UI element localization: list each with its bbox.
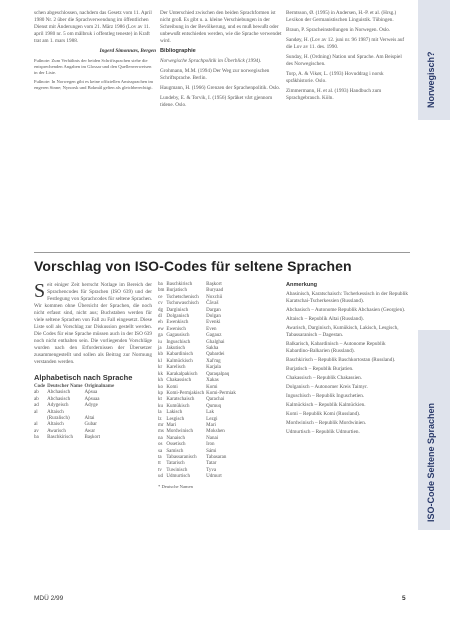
- intro-column: [34, 282, 152, 442]
- original-cell: Başkort: [84, 435, 101, 441]
- code-cell: av: [34, 428, 39, 434]
- name-cell: Tschetschenisch: [166, 294, 199, 300]
- drop-cap: S: [34, 280, 46, 302]
- original-cell: Xal'mg: [206, 358, 221, 364]
- original-cell: Mari: [206, 422, 216, 428]
- original-cell: Noxchii: [206, 294, 223, 300]
- bibliography-entry: Sandøy, H. (Lov av 12. juni nr. 96 1987) mit Verweis auf die Lov av 11. des. 1990.: [286, 37, 405, 50]
- name-cell: Altaisch: [47, 422, 64, 428]
- code-cell: mr: [158, 422, 164, 428]
- bibliography-entry: Torp, A. & Vikør, L. (1993) Hovuddrag i norsk språkhistorie. Oslo.: [286, 71, 384, 84]
- note-paragraph: Altaisch – Republik Altai (Russland).: [286, 316, 364, 322]
- original-cell: Iron: [206, 442, 215, 448]
- name-cell: Baschkirisch: [47, 435, 73, 441]
- original-cell: Tabasaran: [206, 454, 227, 460]
- notes-list: [286, 291, 410, 436]
- code-cell: kr: [158, 365, 163, 371]
- note-paragraph: Abasinisch, Karatschaisch: Tscherkessisch in der Republik Karatschai-Tscherkessien (Russland).: [286, 291, 408, 304]
- code-cell: ku: [158, 403, 163, 409]
- code-cell: kk: [158, 371, 163, 377]
- code-cell: ko: [158, 384, 163, 390]
- code-cell: ab: [34, 396, 39, 402]
- code-cell: dg: [158, 307, 163, 313]
- footer-issue: MDÜ 2/99: [34, 595, 64, 602]
- name-cell: (Ruralisch): [47, 416, 70, 422]
- code-cell: kb: [158, 352, 163, 358]
- list-footnote: * Deutsche Namen: [158, 483, 193, 489]
- original-cell: Dolgan: [206, 314, 221, 320]
- header-code: Code: [34, 384, 46, 389]
- name-cell: Komi: [166, 384, 178, 390]
- name-cell: Tabassaranisch: [166, 454, 197, 460]
- code-cell: kt: [158, 397, 162, 403]
- code-cell: ew: [158, 326, 164, 332]
- notes-heading: Anmerkung: [286, 282, 318, 288]
- original-cell: Udmurt: [206, 474, 222, 480]
- original-cell: Tyva: [206, 467, 217, 473]
- name-cell: Karelisch: [166, 365, 186, 371]
- note-paragraph: Inguschisch – Republik Inguschetien.: [286, 393, 365, 399]
- bibliography-entry: Sunday, H. (Ordning) Nation und Sprache. Am Beispiel des Norwegischen.: [286, 54, 402, 67]
- note-paragraph: Komi – Republik Komi (Russland).: [286, 411, 361, 417]
- sidebar-tab-label: ISO-Code Seltene Sprachen: [426, 402, 436, 522]
- original-cell: Ghalghai: [206, 339, 225, 345]
- original-cell: Aṗsuaa: [84, 396, 100, 402]
- code-cell: ad: [34, 403, 39, 409]
- original-cell: Gagauz: [206, 333, 222, 339]
- sidebar-tab-label: Norwegisch?: [426, 51, 436, 108]
- name-cell: Tuwinisch: [166, 467, 188, 473]
- original-cell: Sámi: [206, 448, 217, 454]
- code-cell: ms: [158, 429, 164, 435]
- original-cell: Komi-Permiak: [206, 390, 236, 396]
- original-cell: Lezgi: [206, 416, 218, 422]
- original-cell: Tatar: [206, 461, 217, 467]
- code-cell: na: [158, 435, 163, 441]
- code-cell: ab: [34, 390, 39, 396]
- header-german-name: Deutscher Name: [47, 384, 83, 389]
- original-cell: Sakha: [206, 346, 219, 352]
- original-cell: Lak: [206, 410, 214, 416]
- alpha-table: [34, 384, 116, 442]
- name-cell: Karakalpakisch: [166, 371, 198, 377]
- paragraph: schen abgeschlossen, nachdem das Gesetz vom 11. April 1980 Nr. 2 über die Sprachverwendung im öffentlichen Dienst mit Änderungen vom 21. März 1986 (Lov av 11. april 1980 nr. 5 om målbruk i offentleg teneste) in Kraft trat am 1. mars 1988.: [34, 10, 152, 44]
- note-paragraph: Kalmückisch – Republik Kalmückien.: [286, 402, 366, 408]
- original-cell: Komi: [206, 384, 218, 390]
- bibliography-entry: Norwegische Sprachpolitik im Überblick (1994).: [160, 58, 262, 64]
- code-cell: kp: [158, 390, 163, 396]
- original-cell: Qaraqalpaq: [206, 371, 230, 377]
- article-title: Vorschlag von ISO-Codes für seltene Sprachen: [34, 258, 352, 274]
- original-cell: Awar: [84, 428, 96, 434]
- code-cell: ud: [158, 474, 163, 480]
- top-column-2: [160, 10, 282, 112]
- name-cell: Ossetisch: [166, 442, 186, 448]
- original-cell: Qabardei: [206, 352, 225, 358]
- original-cell: Başkort: [206, 282, 222, 287]
- code-cell: iu: [158, 339, 162, 345]
- bibliography-heading: Bibliographie: [160, 48, 196, 54]
- name-cell: Inguschisch: [166, 339, 191, 345]
- name-cell: Samisch: [166, 448, 184, 454]
- code-cell: tt: [158, 461, 161, 467]
- name-cell: Karatschaisch: [166, 397, 195, 403]
- bibliography-entry: Berntsson, Ø. (1995) in Andersen, H.-P. et al. (Hrsg.) Lexikon der Germanistischen Linguistik. Tübingen.: [286, 10, 397, 23]
- name-cell: Kumükisch: [166, 403, 190, 409]
- original-cell: Mokshen: [206, 429, 225, 435]
- code-cell: kl: [158, 358, 162, 364]
- code-cell: ce: [158, 294, 163, 300]
- original-cell: Nanai: [206, 435, 219, 441]
- note-paragraph: Udmurtisch – Republik Udmurtien.: [286, 429, 360, 435]
- name-cell: Jakutisch: [166, 346, 185, 352]
- original-cell: Xakas: [206, 378, 219, 384]
- code-list-column: [158, 282, 282, 490]
- code-cell: cv: [158, 301, 163, 307]
- name-cell: Ewenkisch: [166, 320, 189, 326]
- top-column-1: [34, 10, 156, 94]
- bibliography-entry: Grohmann, M.M. (1994) Der Weg zur norwegischen Schriftsprache. Berlin.: [160, 68, 270, 81]
- name-cell: Chakassisch: [166, 378, 192, 384]
- author-signature: Ingerd Simonnæs, Bergen: [99, 48, 156, 54]
- name-cell: Mari: [166, 422, 177, 428]
- name-cell: Mordwinisch: [166, 429, 194, 435]
- note-paragraph: Dolganisch – Autonomer Kreis Taimyr.: [286, 384, 368, 390]
- header-original-name: Originalname: [84, 384, 115, 389]
- name-cell: Komi-Permjakisch: [166, 390, 205, 396]
- name-cell: Lakisch: [166, 410, 183, 416]
- name-cell: Kabardinisch: [166, 352, 194, 358]
- name-cell: Lesgisch: [166, 416, 185, 422]
- name-cell: Abchasisch: [47, 390, 71, 396]
- name-cell: Altaisch: [47, 409, 64, 415]
- code-cell: sa: [158, 448, 163, 454]
- code-cell: bm: [158, 288, 165, 294]
- code-cell: al: [34, 422, 38, 428]
- code-cell: os: [158, 442, 163, 448]
- note-paragraph: Balkarisch, Kabardinisch – Autonome Republik Kabardino-Balkarien (Russland).: [286, 341, 386, 354]
- name-cell: Ewenisch: [166, 326, 186, 332]
- code-cell: eh: [158, 320, 163, 326]
- original-cell: Karjala: [206, 365, 221, 371]
- paragraph: Der Unterschied zwischen den beiden Sprachformen ist nicht groß. Es gibt u. a. kleine Verschiebungen in der Schreibung in der Bevölkerung, und es muß bewußt oder unbewußt entschieden werden, wie die Sprache verwendet wird.: [160, 10, 282, 44]
- original-cell: Aṗsua: [84, 390, 98, 396]
- bibliography-entry: Zimmermann, H. et al. (1993) Handbuch zum Sprachgebrauch. Köln.: [286, 88, 382, 101]
- table-row: [34, 435, 116, 441]
- note-paragraph: Mordwinisch – Republik Mordwinien.: [286, 420, 367, 426]
- alpha-heading: Alphabetisch nach Sprache: [34, 373, 133, 382]
- name-cell: Dolganisch: [166, 314, 190, 320]
- footnote: Fußnote: Zum Verhältnis der beiden Schriftsprachen siehe die entsprechenden Angaben im Glossar und den Quellenverweisen in der Liste.: [34, 58, 152, 75]
- table-row: [158, 474, 238, 480]
- code-cell: ga: [158, 333, 163, 339]
- code-cell: kh: [158, 378, 163, 384]
- note-paragraph: Awarisch, Darginisch, Kumükisch, Lakisch, Lesgisch, Tabassaranisch – Dagestan.: [286, 325, 399, 338]
- footnote: Fußnote: In Norwegen gibt es keine offiziellen Amtssprachen im engeren Sinne; Nynorsk und Bokmål gelten als gleichberechtigt.: [34, 79, 154, 90]
- name-cell: Abchasisch: [47, 396, 71, 402]
- top-column-3: [286, 10, 408, 105]
- original-cell: Even: [206, 326, 217, 332]
- code-cell: ba: [158, 282, 163, 287]
- code-cell: ba: [34, 435, 39, 441]
- original-cell: Qarachai: [206, 397, 225, 403]
- original-cell: Altai: [84, 416, 95, 422]
- original-cell: Dargan: [206, 307, 221, 313]
- title-rule: [34, 252, 410, 253]
- code-cell: tv: [158, 467, 162, 473]
- code-cell: al: [34, 409, 38, 415]
- name-cell: Darginisch: [166, 307, 189, 313]
- original-cell: Gubar: [84, 422, 97, 428]
- bibliography-entry: Lundeby, E. & Torvik, I. (1956) Språket vårt gjennom tidene. Oslo.: [160, 95, 273, 108]
- code-cell: la: [158, 410, 162, 416]
- name-cell: Udmurtisch: [166, 474, 190, 480]
- note-paragraph: Baschkirisch – Republik Baschkortostan (Russland).: [286, 357, 396, 363]
- name-cell: Adygeisch: [47, 403, 69, 409]
- name-cell: Nanaisch: [166, 435, 185, 441]
- name-cell: Tschuwaschisch: [166, 301, 199, 307]
- page-number: 5: [402, 595, 406, 602]
- intro-text: eit einiger Zeit herrscht Notlage im Bereich der Sprachencodes für Sprachen (ISO 639) und der Festlegung von Sprachcodes für seltene Sprachen. Wir kommen ohne Übersicht der Sprachen, die noch nicht erfasst sind, nicht aus; Buchstaben werden für viele seltene Sprachen von Fall zu Fall eingesetzt. Diese Liste soll als Vorschlag zur Diskussion gestellt werden. Die Codes für eine Sprache müssen auch in der ISO 639 noch nicht enthalten sein. Die vorliegenden Vorschläge wurden nach den Erfordernissen der Übersetzer zusammengestellt und sollen als Beitrag zur Normung verstanden werden.: [34, 282, 152, 365]
- name-cell: Awarisch: [47, 428, 66, 434]
- code-list-table: [158, 282, 238, 481]
- original-cell: Čăvaš: [206, 301, 219, 307]
- name-cell: Gagausisch: [166, 333, 190, 339]
- notes-column: [286, 282, 410, 438]
- sidebar-tab-iso-code: [418, 330, 450, 530]
- note-paragraph: Abchasisch – Autonome Republik Abchasien (Georgien).: [286, 307, 406, 313]
- original-cell: Buryaad: [206, 288, 224, 294]
- code-cell: ta: [158, 454, 162, 460]
- name-cell: Tatarisch: [166, 461, 185, 467]
- name-cell: Baschkirisch: [166, 282, 193, 287]
- sidebar-tab-norwegisch: [418, 0, 450, 120]
- code-cell: dl: [158, 314, 162, 320]
- original-cell: Qumuq: [206, 403, 222, 409]
- code-cell: lz: [158, 416, 162, 422]
- note-paragraph: Burjatisch – Republik Burjatien.: [286, 366, 354, 372]
- original-cell: Adyge: [84, 403, 98, 409]
- code-cell: ja: [158, 346, 162, 352]
- bibliography-entry: Braun, P. Spracheinstellungen in Norwegen. Oslo.: [286, 27, 391, 33]
- original-cell: Evenki: [206, 320, 221, 326]
- bibliography-entry: Haugmann, H. (1966) Grenzen der Sprachenpolitik. Oslo.: [160, 85, 281, 91]
- name-cell: Kalmückisch: [166, 358, 193, 364]
- note-paragraph: Chakassisch – Republik Chakassien.: [286, 375, 363, 381]
- name-cell: Burjatisch: [166, 288, 187, 294]
